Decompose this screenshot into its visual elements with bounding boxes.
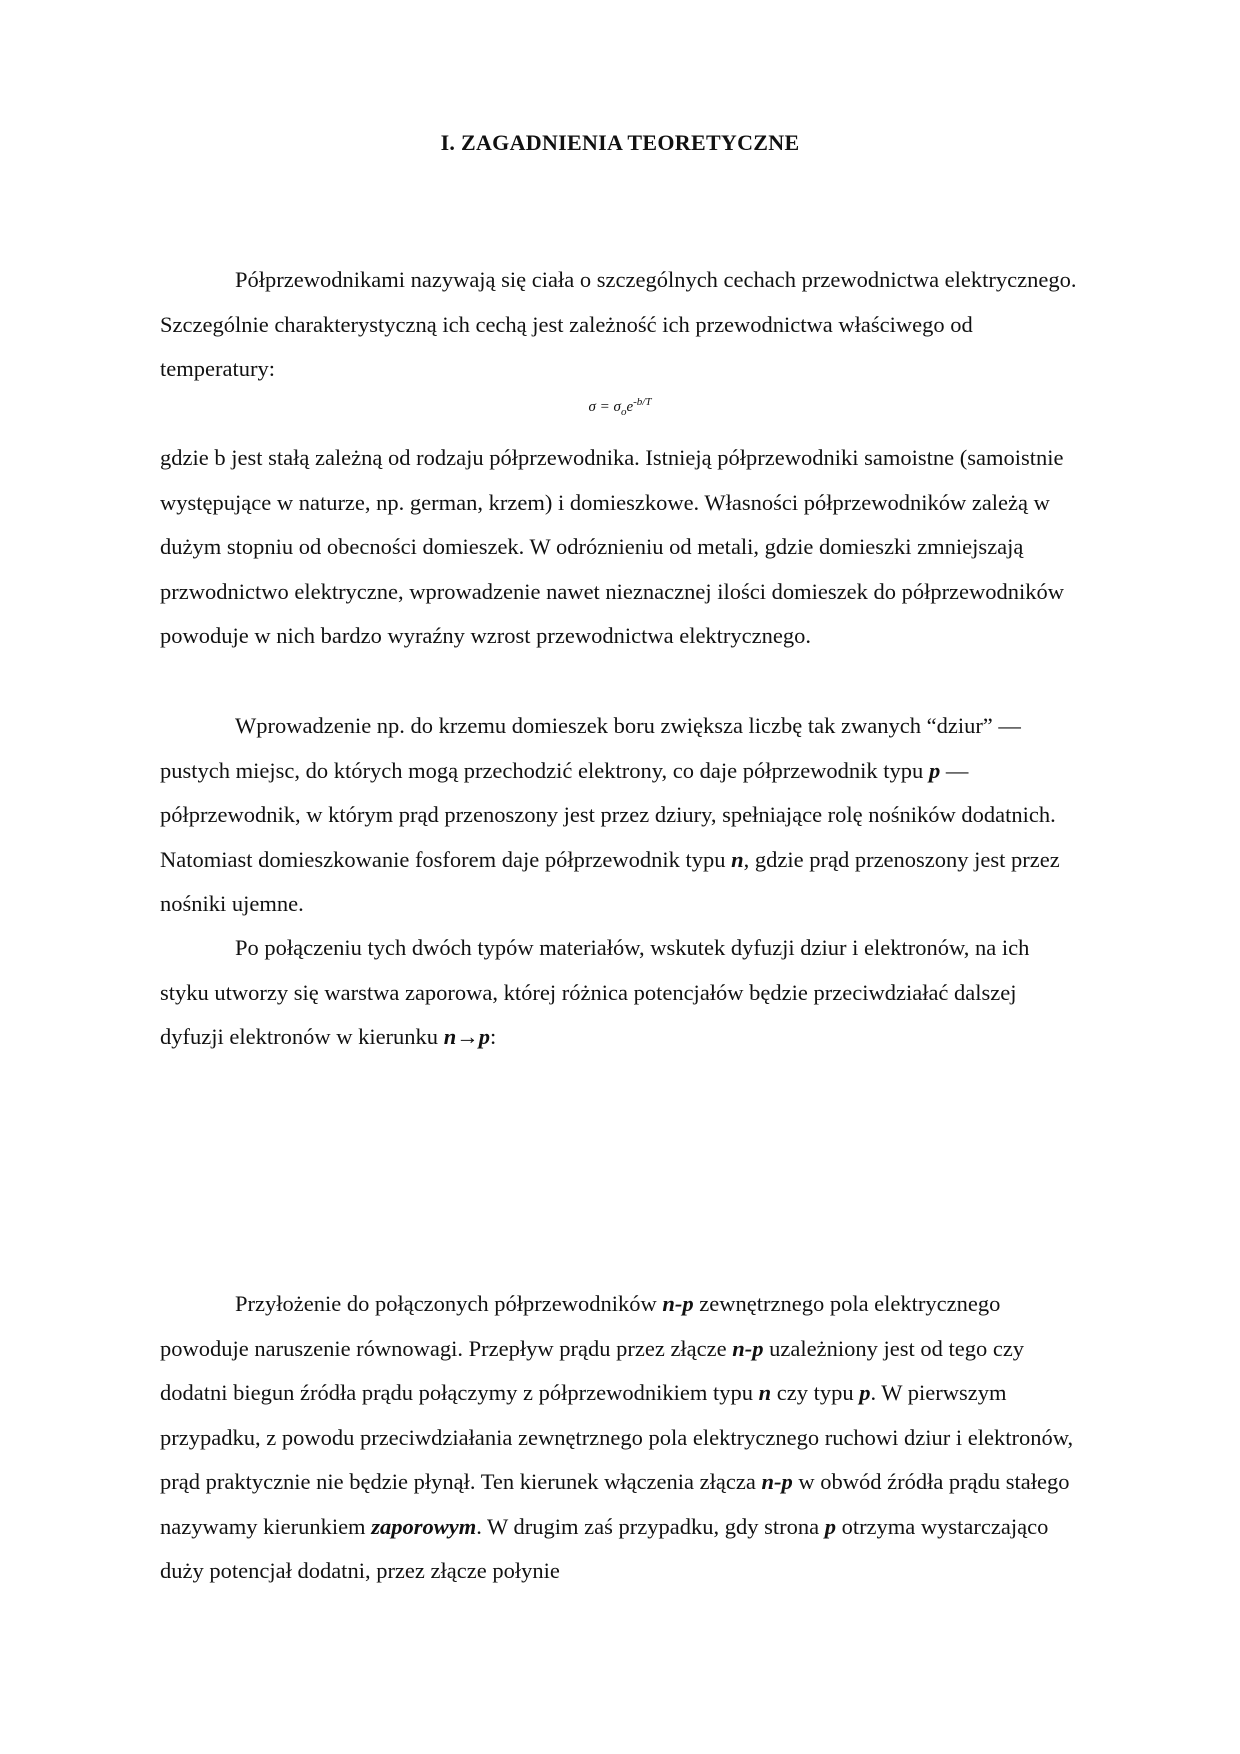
p5-np-1: n-p	[662, 1291, 694, 1316]
p5-e: uzależniony jest od tego czy dodatni biegun źródła prądu połączymy z półprzewodnikiem typu	[160, 1335, 1025, 1405]
section-heading: I. ZAGADNIENIA TEORETYCZNE	[440, 130, 800, 155]
p5-g: czy typu	[771, 1380, 860, 1405]
p5-p: p	[859, 1380, 871, 1405]
p5-c: zewnętrznego pola elektrycznego powoduje naruszenie równowagi. Przepływ prądu przez złącze	[160, 1291, 1001, 1361]
p5-np-3: n-p	[761, 1469, 793, 1494]
formula-exp: -b/T	[633, 396, 652, 408]
p3-e: , gdzie prąd przenoszony jest przez nośniki ujemne.	[160, 846, 1060, 916]
formula-op: =	[599, 399, 610, 415]
formula-coef: σ	[613, 399, 621, 415]
p3-c: — półprzewodnik, w którym prąd przenoszony jest przez dziury, spełniające rolę nośników dodatnich. Natomiast domieszkowanie fosforem daje półprzewodnik typu	[160, 757, 1056, 872]
p4-direction: n→p	[443, 1024, 490, 1049]
p5-np-2: n-p	[732, 1335, 764, 1361]
p3-type-n: n	[731, 846, 744, 872]
paragraph-external-field	[160, 1282, 1080, 1594]
p5-a: Przyłożenie do połączonych półprzewodników	[235, 1291, 663, 1316]
p5-k: w obwód źródła prądu stałego nazywamy kierunkiem	[160, 1469, 1070, 1539]
p4-c: :	[489, 1024, 497, 1049]
p5-i: . W pierwszym przypadku, z powodu przeciwdziałania zewnętrznego pola elektrycznego ruchowi dziur i elektronów, prąd praktycznie nie będzie płynął. Ten kierunek włączenia złącza	[160, 1380, 1074, 1494]
p5-zaporowym: zaporowym	[371, 1513, 477, 1539]
conductivity-formula	[0, 396, 1240, 418]
paragraph-doping	[160, 704, 1080, 927]
paragraph-semiconductors: gdzie b jest stałą zależną od rodzaju półprzewodnika. Istnieją półprzewodniki samoistne (samoistnie występujące w naturze, np. german, krzem) i domieszkowe. Własności półprzewodników zależą w dużym stopniu od obecności domieszek. W odróznieniu od metali, gdzie domieszki zmniejszają przwodnictwo elektryczne, wprowadzenie nawet nieznacznej ilości domieszek do półprzewodników powoduje w nich bardzo wyraźny wzrost przewodnictwa elektrycznego.	[160, 445, 1065, 648]
p3-a: Wprowadzenie np. do krzemu domieszek boru zwiększa liczbę tak zwanych “dziur” — pustych miejsc, do których mogą przechodzić elektrony, co daje półprzewodnik typu	[160, 713, 1021, 783]
paragraph-intro: Półprzewodnikami nazywają się ciała o szczególnych cechach przewodnictwa elektrycznego. Szczególnie charakterystyczną ich cechą jest zależność ich przewodnictwa właściwego od temperatury:	[160, 267, 1077, 381]
p5-n: n	[758, 1380, 772, 1405]
p3-type-p: p	[928, 757, 941, 783]
p5-o: otrzyma wystarczająco duży potencjał dodatni, przez złącze połynie	[160, 1513, 1049, 1583]
formula-sub: o	[620, 406, 627, 418]
p4-a: Po połączeniu tych dwóch typów materiałów, wskutek dyfuzji dziur i elektronów, na ich styku utworzy się warstwa zaporowa, której różnica potencjałów będzie przeciwdziałać dalszej dyfuzji elektronów w kierunku	[160, 935, 1030, 1049]
formula-lhs: σ	[588, 399, 596, 415]
p5-p-side: p	[824, 1513, 836, 1539]
paragraph-junction	[160, 926, 1080, 1060]
p5-m: . W drugim zaś przypadku, gdy strona	[476, 1513, 825, 1539]
formula-base: e	[626, 399, 634, 415]
